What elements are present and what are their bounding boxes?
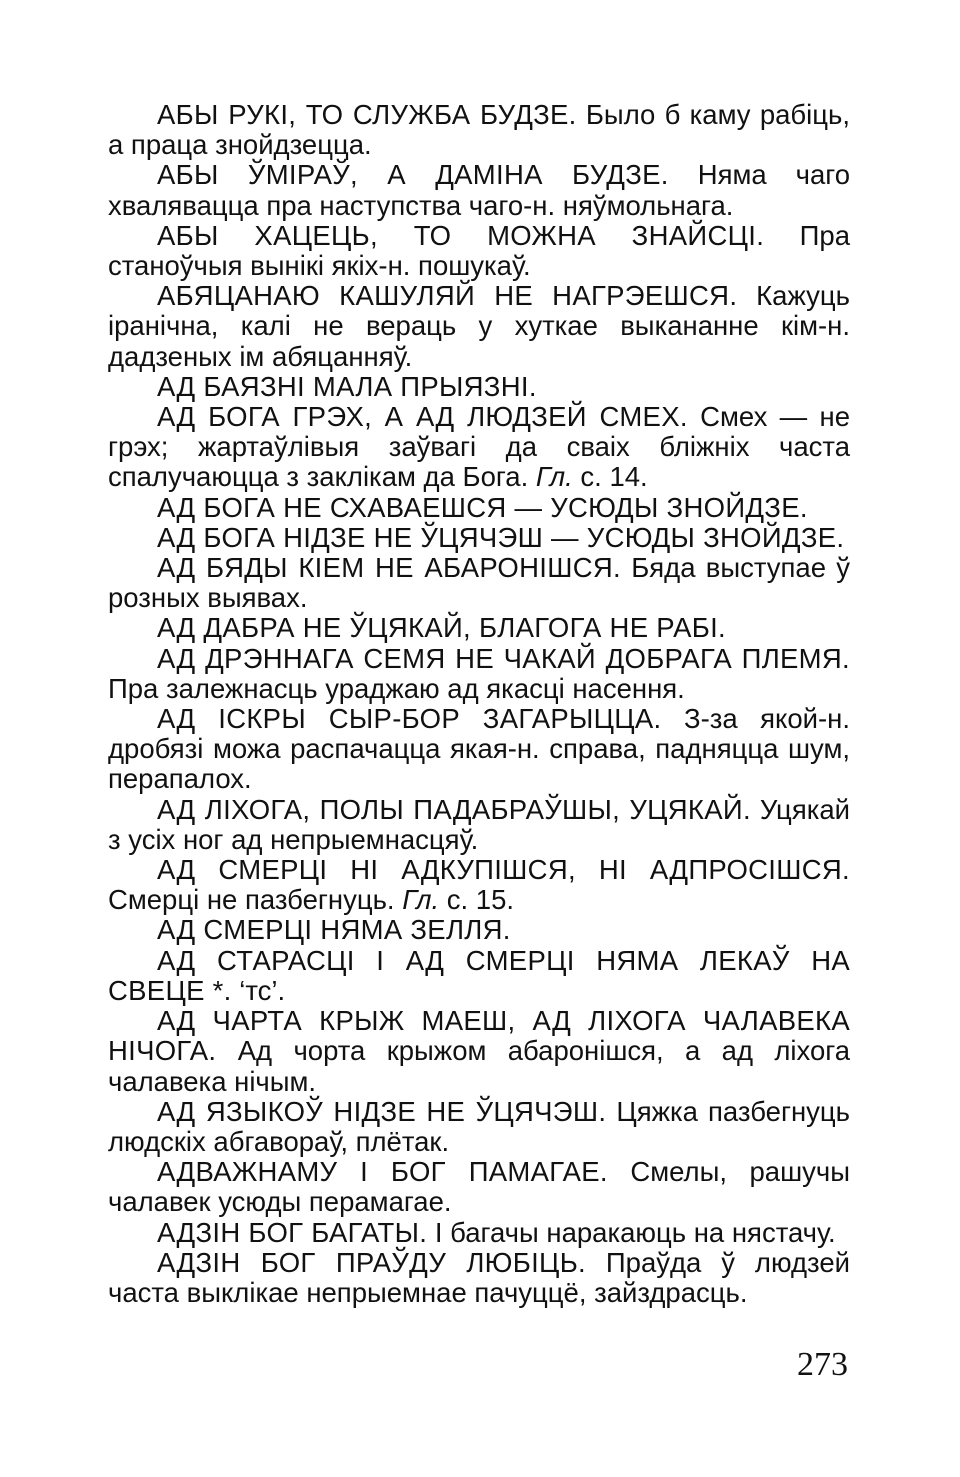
entry-headword: АД ЯЗЫКОЎ НІДЗЕ НЕ ЎЦЯЧЭШ. [157,1095,607,1127]
entry [108,372,850,402]
entry-headword: АД ДРЭННАГА СЕМЯ НЕ ЧАКАЙ ДОБРАГА ПЛЕМЯ. [157,642,850,674]
entry-ref-page: с. 15. [439,884,515,916]
entry [108,100,850,160]
entry [108,523,850,553]
entry [108,402,850,493]
entry-definition: Было б каму рабіць, а праца знойдзецца. [108,99,850,161]
entry-definition: Кажуць іранічна, калі не верaць у хуткае выкананне кім-н. дадзеных ім абяцанняў. [108,280,850,372]
entry-ref-page: с. 14. [572,461,648,493]
entry-definition: ‘тс’. [231,974,286,1006]
entry-headword: АД СМЕРЦІ НІ АДКУПІШСЯ, НІ АДПРОСІШСЯ. [157,854,850,886]
entry-definition: Смерці не пазбегнуць. [108,884,395,916]
entry-headword: АД ЧАРТА КРЫЖ МАЕШ, АД ЛІХОГА ЧАЛАВЕКА НІЧОГА. [108,1005,850,1067]
entry-definition: Смех — не грэх; жартаўлівыя заўвагі да сваіх бліжніх часта спалучаюцца з заклікам да Бога. [108,401,850,493]
entry-definition: Праўда ў людзей часта выклікае непрыемнае пачуццё, зайздрасць. [108,1246,850,1308]
entry-headword: АД ЛІХОГА, ПОЛЫ ПАДАБРАЎШЫ, УЦЯКАЙ. [157,793,751,825]
entry-headword: АБЯЦАНАЮ КАШУЛЯЙ НЕ НАГРЭЕШСЯ. [157,280,738,312]
entry-ref-source: Гл. [402,884,440,916]
entry-headword: АД БОГА НІДЗЕ НЕ ЎЦЯЧЭШ — УСЮДЫ ЗНОЙДЗЕ. [157,521,845,553]
entry [108,795,850,855]
entry-definition: Уцякай з усіх ног ад непрыемнасцяў. [108,793,850,855]
entry-headword: АБЫ ХАЦЕЦЬ, ТО МОЖНА ЗНАЙСЦІ. [157,219,765,251]
entry [108,1157,850,1217]
entry-definition: Смелы, рашучы чалавек усюды перамагае. [108,1156,851,1218]
entry-headword: АДЗІН БОГ ПРАЎДУ ЛЮБІЦЬ. [157,1246,586,1278]
entry-headword: АД БАЯЗНІ МАЛА ПРЫЯЗНІ. [157,370,537,402]
entry-headword: АД СТАРАСЦІ І АД СМЕРЦІ НЯМА ЛЕКАЎ НА СВЕЦЕ *. [108,944,850,1006]
entry-headword: АД СМЕРЦІ НЯМА ЗЕЛЛЯ. [157,914,511,946]
entry-definition: Бяда выступае ў розных выявах. [108,552,850,614]
entry-definition: Пра залежнасць ураджаю ад якасці насення. [108,672,685,704]
entry [108,946,850,1006]
entry [108,613,850,643]
entry [108,221,850,281]
entry-headword: АД БОГА ГРЭХ, А АД ЛЮДЗЕЙ СМЕХ. [157,401,688,433]
entry-definition: І багачы наракаюць на нястачу. [427,1216,836,1248]
entry-headword: АБЫ ЎМІРАЎ, А ДАМІНА БУДЗЕ. [157,159,669,191]
entry-headword: АД ІСКРЫ СЫР-БОР ЗАГАРЫЦЦА. [157,703,662,735]
dictionary-text [108,100,850,1308]
entry [108,855,850,915]
entry [108,1218,850,1248]
entry-definition: Цяжка пазбегнуць людскіх абгавораў, плётак. [108,1095,850,1157]
entry [108,704,850,795]
page-number: 273 [797,1346,848,1383]
entry [108,281,850,372]
entry [108,493,850,523]
entry-definition: З-за якой-н. дробязі можа распачацца якая-н. справа, падняцца шум, перапалох. [108,703,850,795]
entry [108,915,850,945]
entry-definition: Няма чаго хваляваццa пра наступства чаго-н. няўмольнага. [108,159,851,221]
entry [108,160,850,220]
entry [108,1248,850,1308]
entry-headword: АД БЯДЫ КІЕМ НЕ АБАРОНІШСЯ. [157,552,621,584]
entry-headword: АДЗІН БОГ БАГАТЫ. [157,1216,428,1248]
entry [108,1097,850,1157]
entry-definition: Ад чорта крыжом абаронішся, а ад ліхога чалавека нічым. [108,1035,850,1097]
entry-headword: АД БОГА НЕ СХАВАЕШСЯ — УСЮДЫ ЗНОЙДЗЕ. [157,491,808,523]
entry-headword: АБЫ РУКІ, ТО СЛУЖБА БУДЗЕ. [157,99,577,130]
entry [108,553,850,613]
entry-definition: Пра станоўчыя вынікі якіх-н. пошукаў. [108,219,850,282]
entry-headword: АДВАЖНАМУ І БОГ ПАМАГАЕ. [157,1156,608,1188]
entry [108,644,850,704]
entry-ref-source: Гл. [535,461,573,493]
entry-headword: АД ДАБРА НЕ ЎЦЯКАЙ, БЛАГОГА НЕ РАБІ. [157,612,726,644]
entry [108,1006,850,1097]
